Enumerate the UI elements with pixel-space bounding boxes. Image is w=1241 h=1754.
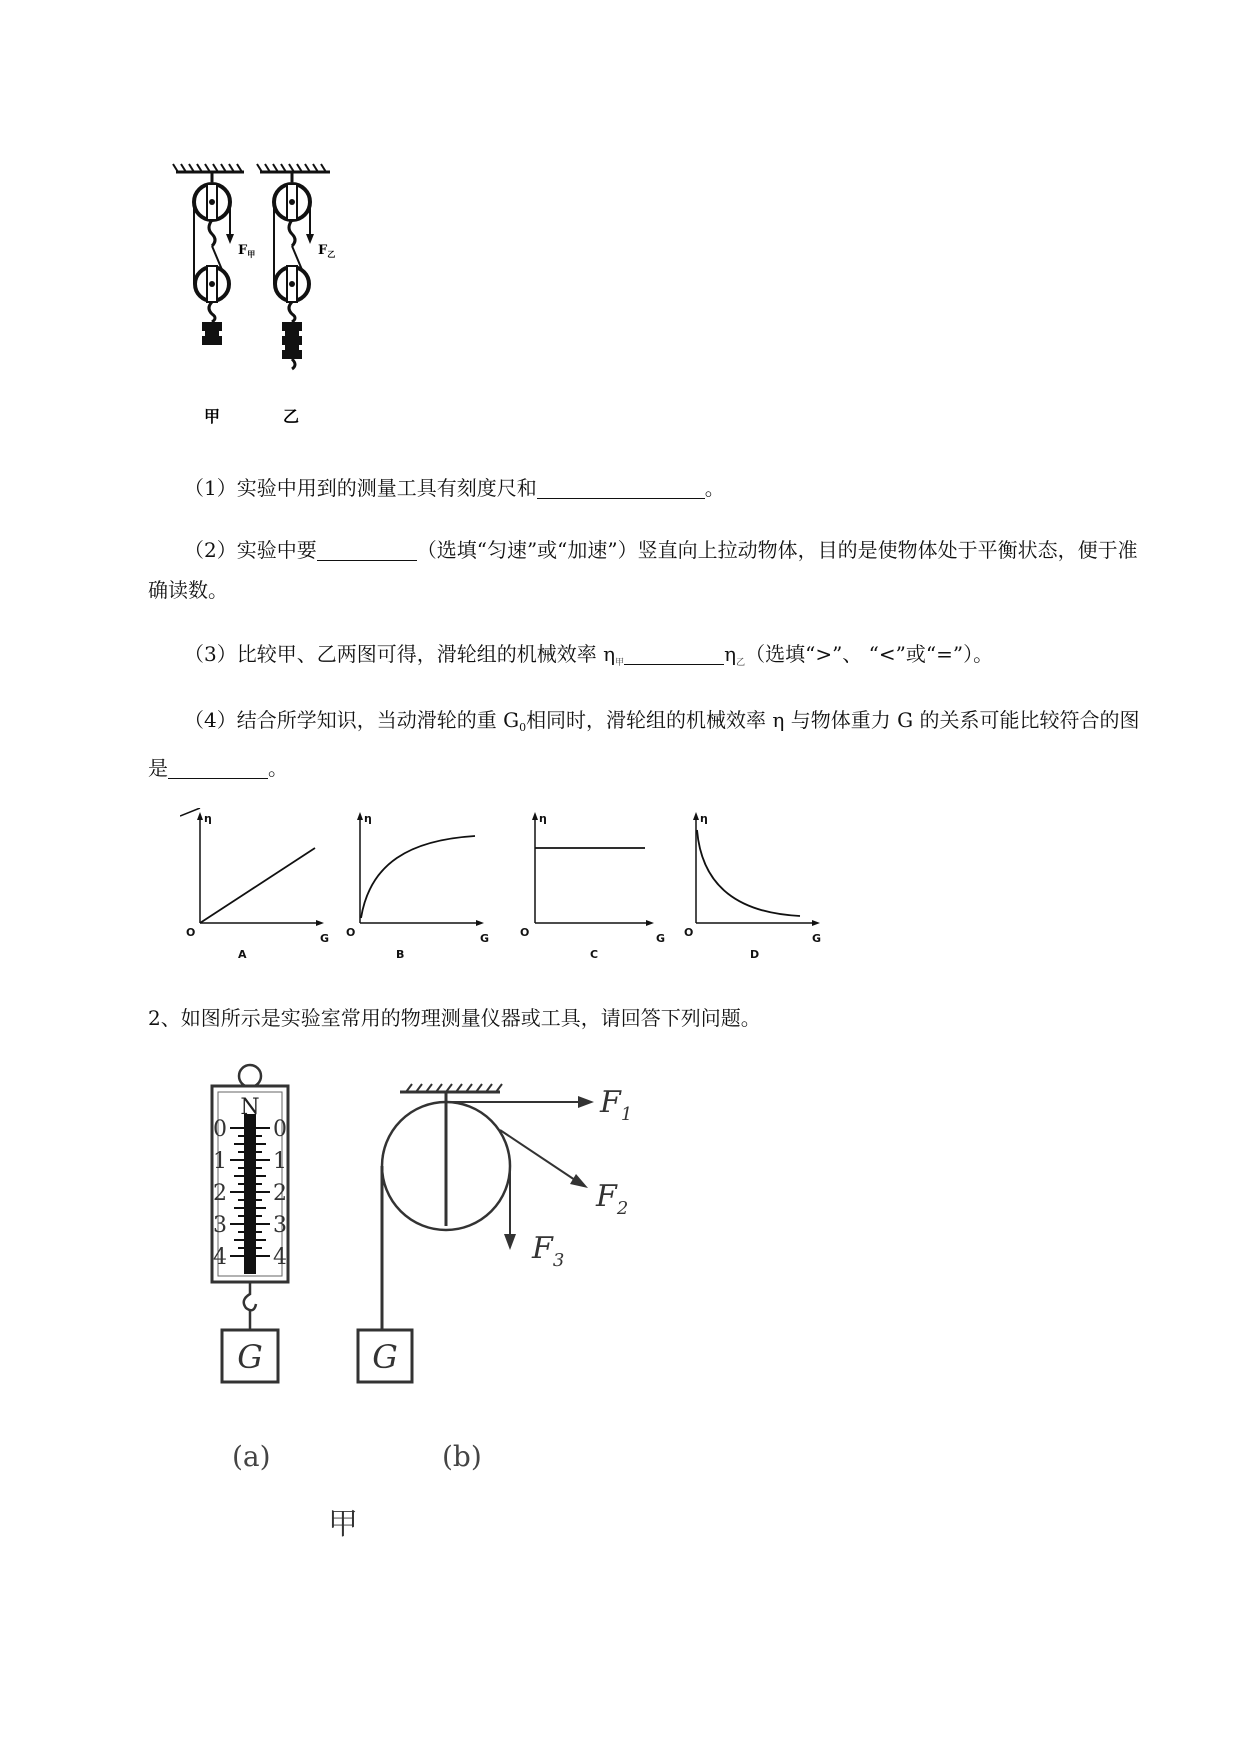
svg-text:3: 3 [273,1213,287,1238]
pulley-system-yi [274,172,314,369]
graph-a [180,808,329,961]
question-2-text: 2、如图所示是实验室常用的物理测量仪器或工具，请回答下列问题。 [148,1006,761,1030]
svg-text:η: η [204,812,212,825]
pulley-system-jia [194,172,234,345]
graph-a-curve [200,848,315,923]
svg-text:1: 1 [213,1149,227,1174]
svg-text:1: 1 [273,1149,287,1174]
scale-unit: N [240,1095,260,1120]
force-f1-label: $F_1$ [600,1085,633,1125]
force-label-yi: $F_乙$ [318,243,336,259]
svg-text:O: O [684,926,694,939]
svg-text:η: η [364,812,372,825]
svg-text:0: 0 [273,1117,287,1142]
answer-blank-3[interactable] [624,642,724,665]
ceiling-yi [257,164,330,172]
spring-scale [212,1065,288,1473]
fixed-pulley [358,1084,632,1473]
figure-caption-jia: 甲 [328,1507,358,1542]
answer-blank-2[interactable] [317,538,417,561]
caption-b: (b) [442,1440,482,1473]
svg-text:2: 2 [213,1181,227,1206]
question-part-3: （3）比较甲、乙两图可得，滑轮组的机械效率 $\eta_甲$ $\eta_乙$（选填“>”、 “<”或“=”）。 [184,642,994,668]
ceiling-jia [173,164,244,172]
svg-text:4: 4 [213,1245,227,1270]
force-label-jia: $F_甲$ [238,243,256,259]
answer-blank-4[interactable] [168,756,268,779]
force-f3-label: $F_3$ [532,1231,565,1271]
label-yi: 乙 [283,407,300,426]
label-jia: 甲 [204,407,221,426]
svg-text:η: η [539,812,547,825]
svg-text:O: O [186,926,196,939]
svg-text:2: 2 [273,1181,287,1206]
caption-a: (a) [232,1440,271,1473]
svg-text:G: G [812,932,822,945]
svg-text:G: G [480,932,490,945]
svg-text:4: 4 [273,1245,287,1270]
graph-d [684,812,821,961]
efficiency-graphs [180,808,840,968]
graph-b-curve [361,836,475,918]
svg-text:O: O [520,926,530,939]
question-part-1: （1）实验中用到的测量工具有刻度尺和 。 [184,476,725,500]
svg-text:O: O [346,926,356,939]
graph-d-curve [697,830,800,916]
svg-text:D: D [750,948,760,961]
svg-text:C: C [590,948,599,961]
instruments-figure [200,1058,720,1548]
svg-text:G: G [320,932,330,945]
graph-b [346,812,489,961]
question-part-4: （4）结合所学知识，当动滑轮的重 $G_0$相同时，滑轮组的机械效率 η 与物体重力 G 的关系可能比较符合的图是 。 [148,708,1140,780]
svg-text:A: A [238,948,247,961]
svg-text:η: η [700,812,708,825]
weight-a-label: G [237,1338,263,1376]
svg-text:G: G [656,932,666,945]
svg-text:B: B [396,948,405,961]
svg-text:3: 3 [213,1213,227,1238]
svg-text:0: 0 [213,1117,227,1142]
graph-c [520,812,665,961]
question-part-2: （2）实验中要 （选填“匀速”或“加速”）竖直向上拉动物体，目的是使物体处于平衡状态，便于准确读数。 [148,538,1138,602]
force-f2-label: $F_2$ [596,1179,629,1219]
weight-b-label: G [372,1338,398,1376]
pulley-systems-figure [170,160,340,430]
answer-blank-1[interactable] [537,476,705,499]
